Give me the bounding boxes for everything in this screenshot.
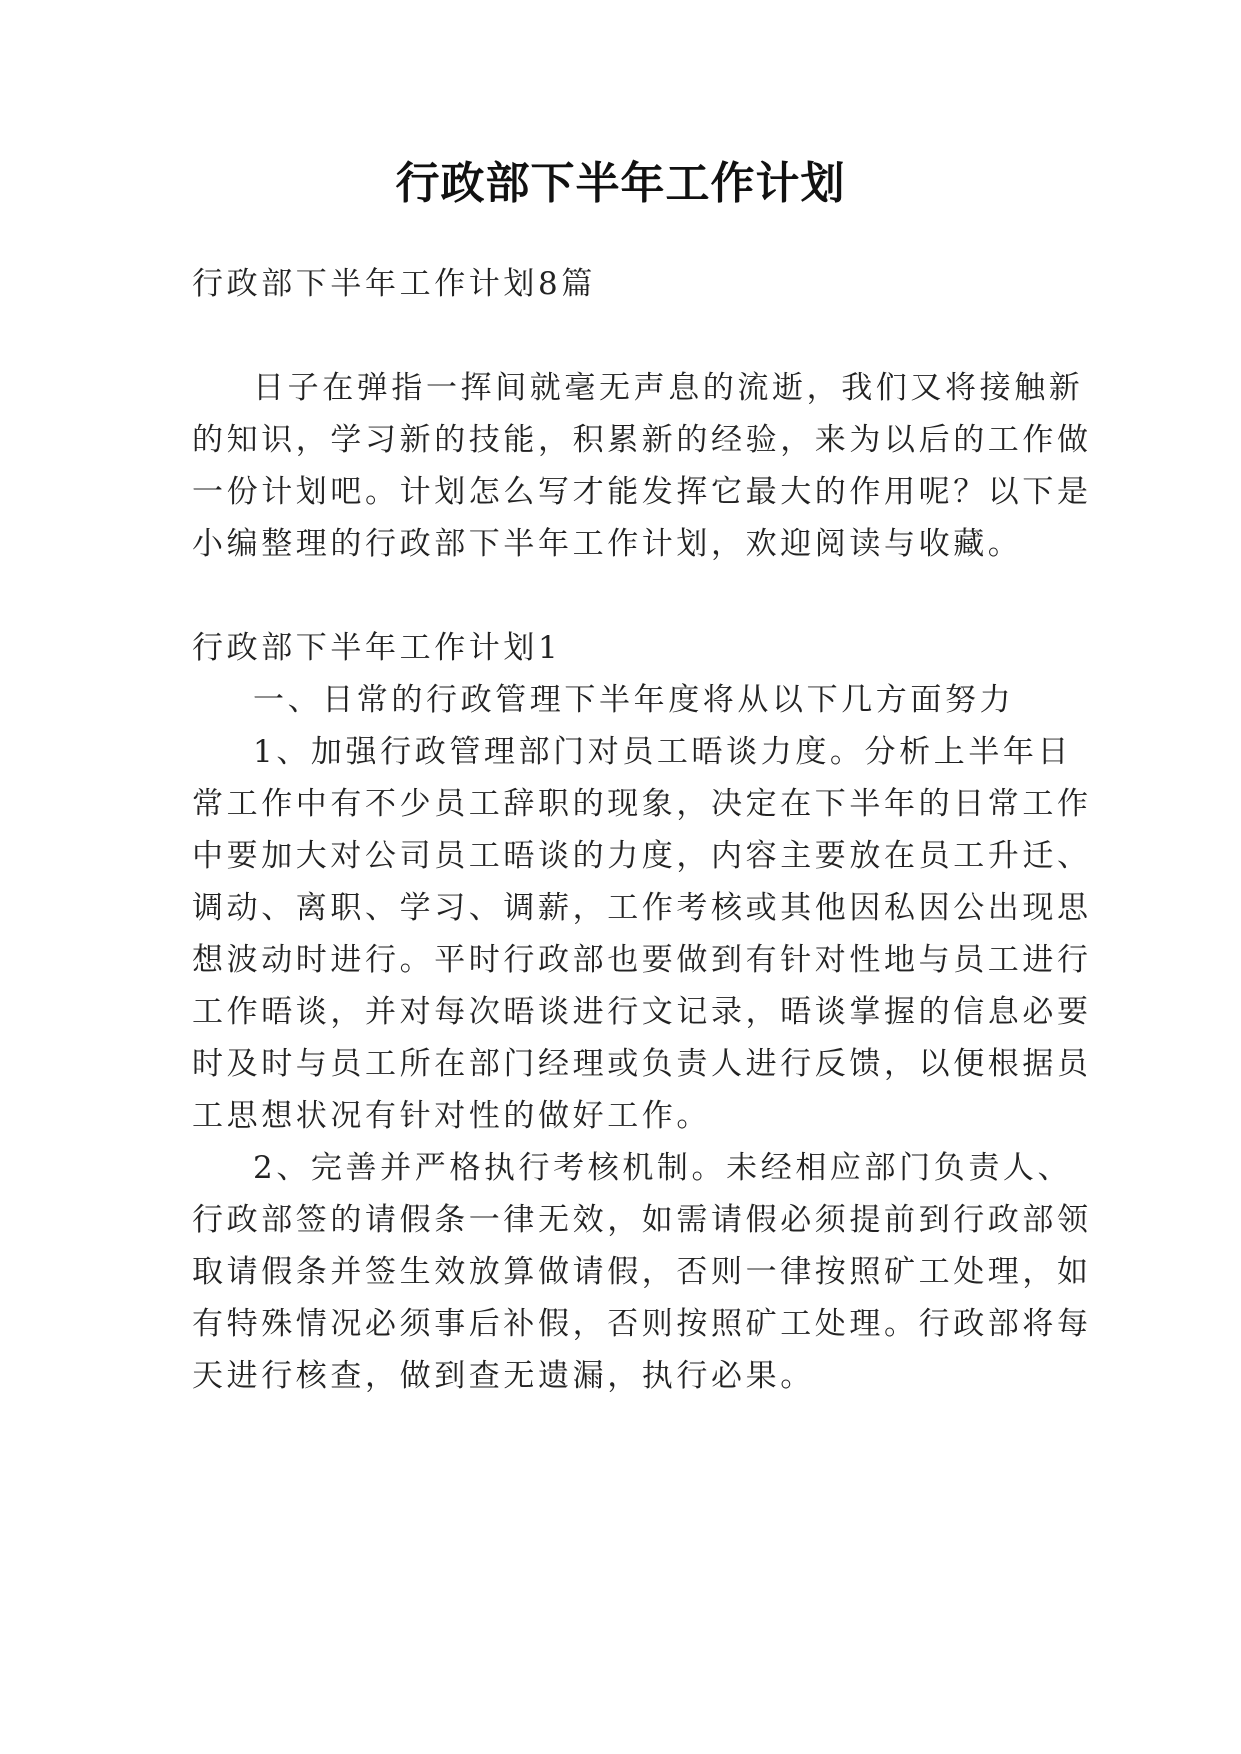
paragraph-line: 工作晤谈，并对每次晤谈进行文记录，晤谈掌握的信息必要 <box>192 994 1092 1030</box>
paragraph-line: 时及时与员工所在部门经理或负责人进行反馈，以便根据员 <box>192 1046 1092 1082</box>
paragraph-line: 2、完善并严格执行考核机制。未经相应部门负责人、 <box>253 1150 1073 1186</box>
paragraph-line: 有特殊情况必须事后补假，否则按照矿工处理。行政部将每 <box>192 1306 1092 1342</box>
section-subheading: 一、日常的行政管理下半年度将从以下几方面努力 <box>253 682 1015 718</box>
paragraph-line: 中要加大对公司员工晤谈的力度，内容主要放在员工升迁、 <box>192 838 1092 874</box>
paragraph-line: 日子在弹指一挥间就毫无声息的流逝，我们又将接触新 <box>253 370 1084 406</box>
paragraph-line: 取请假条并签生效放算做请假，否则一律按照矿工处理，如 <box>192 1254 1092 1290</box>
paragraph-line: 想波动时进行。平时行政部也要做到有针对性地与员工进行 <box>192 942 1092 978</box>
paragraph-line: 常工作中有不少员工辞职的现象，决定在下半年的日常工作 <box>192 786 1092 822</box>
document-subtitle: 行政部下半年工作计划8篇 <box>192 266 596 302</box>
paragraph-line: 1、加强行政管理部门对员工晤谈力度。分析上半年日 <box>253 734 1073 770</box>
paragraph-line: 工思想状况有针对性的做好工作。 <box>192 1098 711 1134</box>
document-title: 行政部下半年工作计划 <box>395 158 846 209</box>
paragraph-line: 一份计划吧。计划怎么写才能发挥它最大的作用呢？以下是 <box>192 474 1092 510</box>
section-heading: 行政部下半年工作计划1 <box>192 630 562 666</box>
paragraph-line: 天进行核查，做到查无遗漏，执行必果。 <box>192 1358 815 1394</box>
paragraph-line: 调动、离职、学习、调薪，工作考核或其他因私因公出现思 <box>192 890 1092 926</box>
paragraph-line: 的知识，学习新的技能，积累新的经验，来为以后的工作做 <box>192 422 1092 458</box>
paragraph-line: 行政部签的请假条一律无效，如需请假必须提前到行政部领 <box>192 1202 1092 1238</box>
paragraph-line: 小编整理的行政部下半年工作计划，欢迎阅读与收藏。 <box>192 526 1023 562</box>
